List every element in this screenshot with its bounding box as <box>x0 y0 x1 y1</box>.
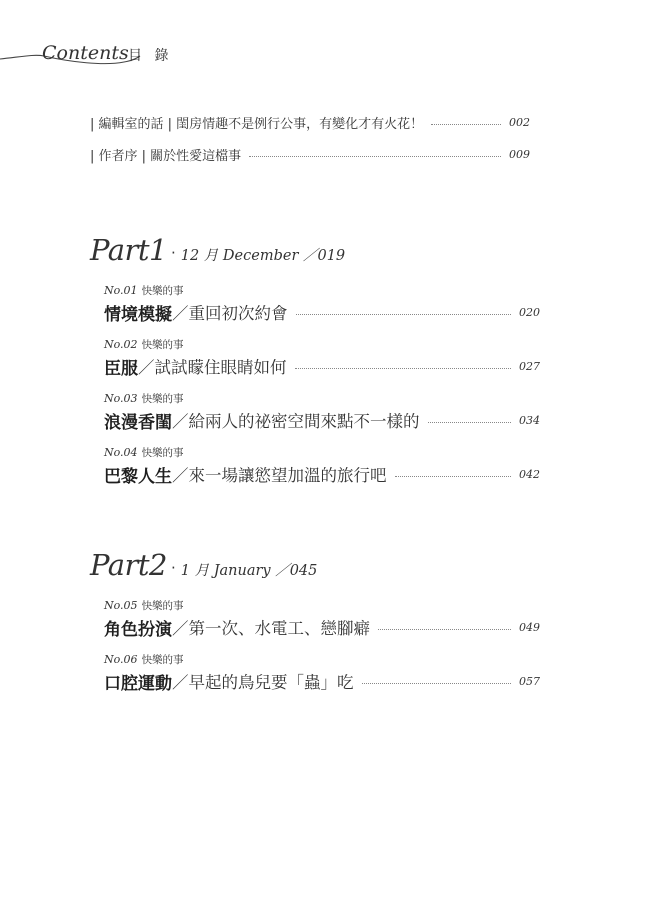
entry-main-title: 巴黎人生 <box>104 466 172 487</box>
part-heading[interactable] <box>90 233 540 267</box>
entry-number: No.05 <box>104 599 138 612</box>
entry-subtitle: ／重回初次約會 <box>172 304 288 323</box>
dot-leader <box>296 314 512 315</box>
dot-leader <box>249 156 501 157</box>
entry-subtitle: ／給兩人的祕密空間來點不一樣的 <box>172 412 420 431</box>
page-number: 057 <box>519 674 540 688</box>
entry-main-title: 口腔運動 <box>104 673 172 694</box>
entry-main-title: 情境模擬 <box>104 304 172 325</box>
dot-leader <box>431 124 501 125</box>
part-section <box>90 548 540 694</box>
entry-subtitle: ／試試矇住眼睛如何 <box>138 358 287 377</box>
dot-leader <box>295 368 512 369</box>
toc-entry[interactable] <box>104 598 540 640</box>
toc-entry[interactable] <box>104 445 540 487</box>
entry-main-title: 角色扮演 <box>104 619 172 640</box>
page-number: 020 <box>519 305 540 319</box>
prelim-title: | 作者序 | 關於性愛這檔事 <box>90 148 242 164</box>
entry-number: No.04 <box>104 446 138 459</box>
entry-label <box>104 337 540 353</box>
entry-tag: 快樂的事 <box>141 285 184 297</box>
prelim-title: | 編輯室的話 | 閨房情趣不是例行公事，有變化才有火花！ <box>90 116 424 132</box>
entry-main-title: 臣服 <box>104 358 138 379</box>
page-number: 002 <box>509 115 530 129</box>
entry-tag: 快樂的事 <box>141 600 184 612</box>
page-number: 042 <box>519 467 540 481</box>
part-dot: · <box>170 244 176 262</box>
entry-subtitle: ／早起的鳥兒要「蟲」吃 <box>172 673 354 692</box>
page-number: 027 <box>519 359 540 373</box>
dot-leader <box>395 476 512 477</box>
entry-subtitle: ／第一次、水電工、戀腳癖 <box>172 619 370 638</box>
part-dot: · <box>170 559 176 577</box>
part-title: Part2 <box>90 548 167 582</box>
entry-number: No.01 <box>104 284 138 297</box>
page-number: 049 <box>519 620 540 634</box>
part-subtitle: 1 月 January ／045 <box>180 563 318 579</box>
entry-label <box>104 283 540 299</box>
toc-entry[interactable] <box>104 652 540 694</box>
entry-number: No.06 <box>104 653 138 666</box>
part-section <box>90 233 540 487</box>
entry-main-title: 浪漫香閨 <box>104 412 172 433</box>
entry-tag: 快樂的事 <box>141 393 184 405</box>
contents-header <box>0 34 649 74</box>
prelim-row[interactable] <box>90 106 530 138</box>
toc-entry[interactable] <box>104 391 540 433</box>
part-heading[interactable] <box>90 548 540 582</box>
dot-leader <box>428 422 512 423</box>
part-title: Part1 <box>90 233 167 267</box>
dot-leader <box>378 629 511 630</box>
entry-label <box>104 445 540 461</box>
prelim-row[interactable] <box>90 138 530 170</box>
entry-tag: 快樂的事 <box>141 654 184 666</box>
contents-cn-title: 目 錄 <box>128 48 173 64</box>
page-number: 009 <box>509 147 530 161</box>
entry-label <box>104 391 540 407</box>
prelim-list <box>90 106 530 170</box>
entry-tag: 快樂的事 <box>141 447 184 459</box>
entry-subtitle: ／來一場讓慾望加溫的旅行吧 <box>172 466 387 485</box>
entry-label <box>104 652 540 668</box>
part-subtitle: 12 月 December ／019 <box>180 248 346 264</box>
entry-label <box>104 598 540 614</box>
entry-number: No.02 <box>104 338 138 351</box>
toc-entry[interactable] <box>104 283 540 325</box>
entry-number: No.03 <box>104 392 138 405</box>
contents-title: Contents <box>42 42 129 64</box>
toc-entry[interactable] <box>104 337 540 379</box>
dot-leader <box>362 683 512 684</box>
entry-tag: 快樂的事 <box>141 339 184 351</box>
page-number: 034 <box>519 413 540 427</box>
